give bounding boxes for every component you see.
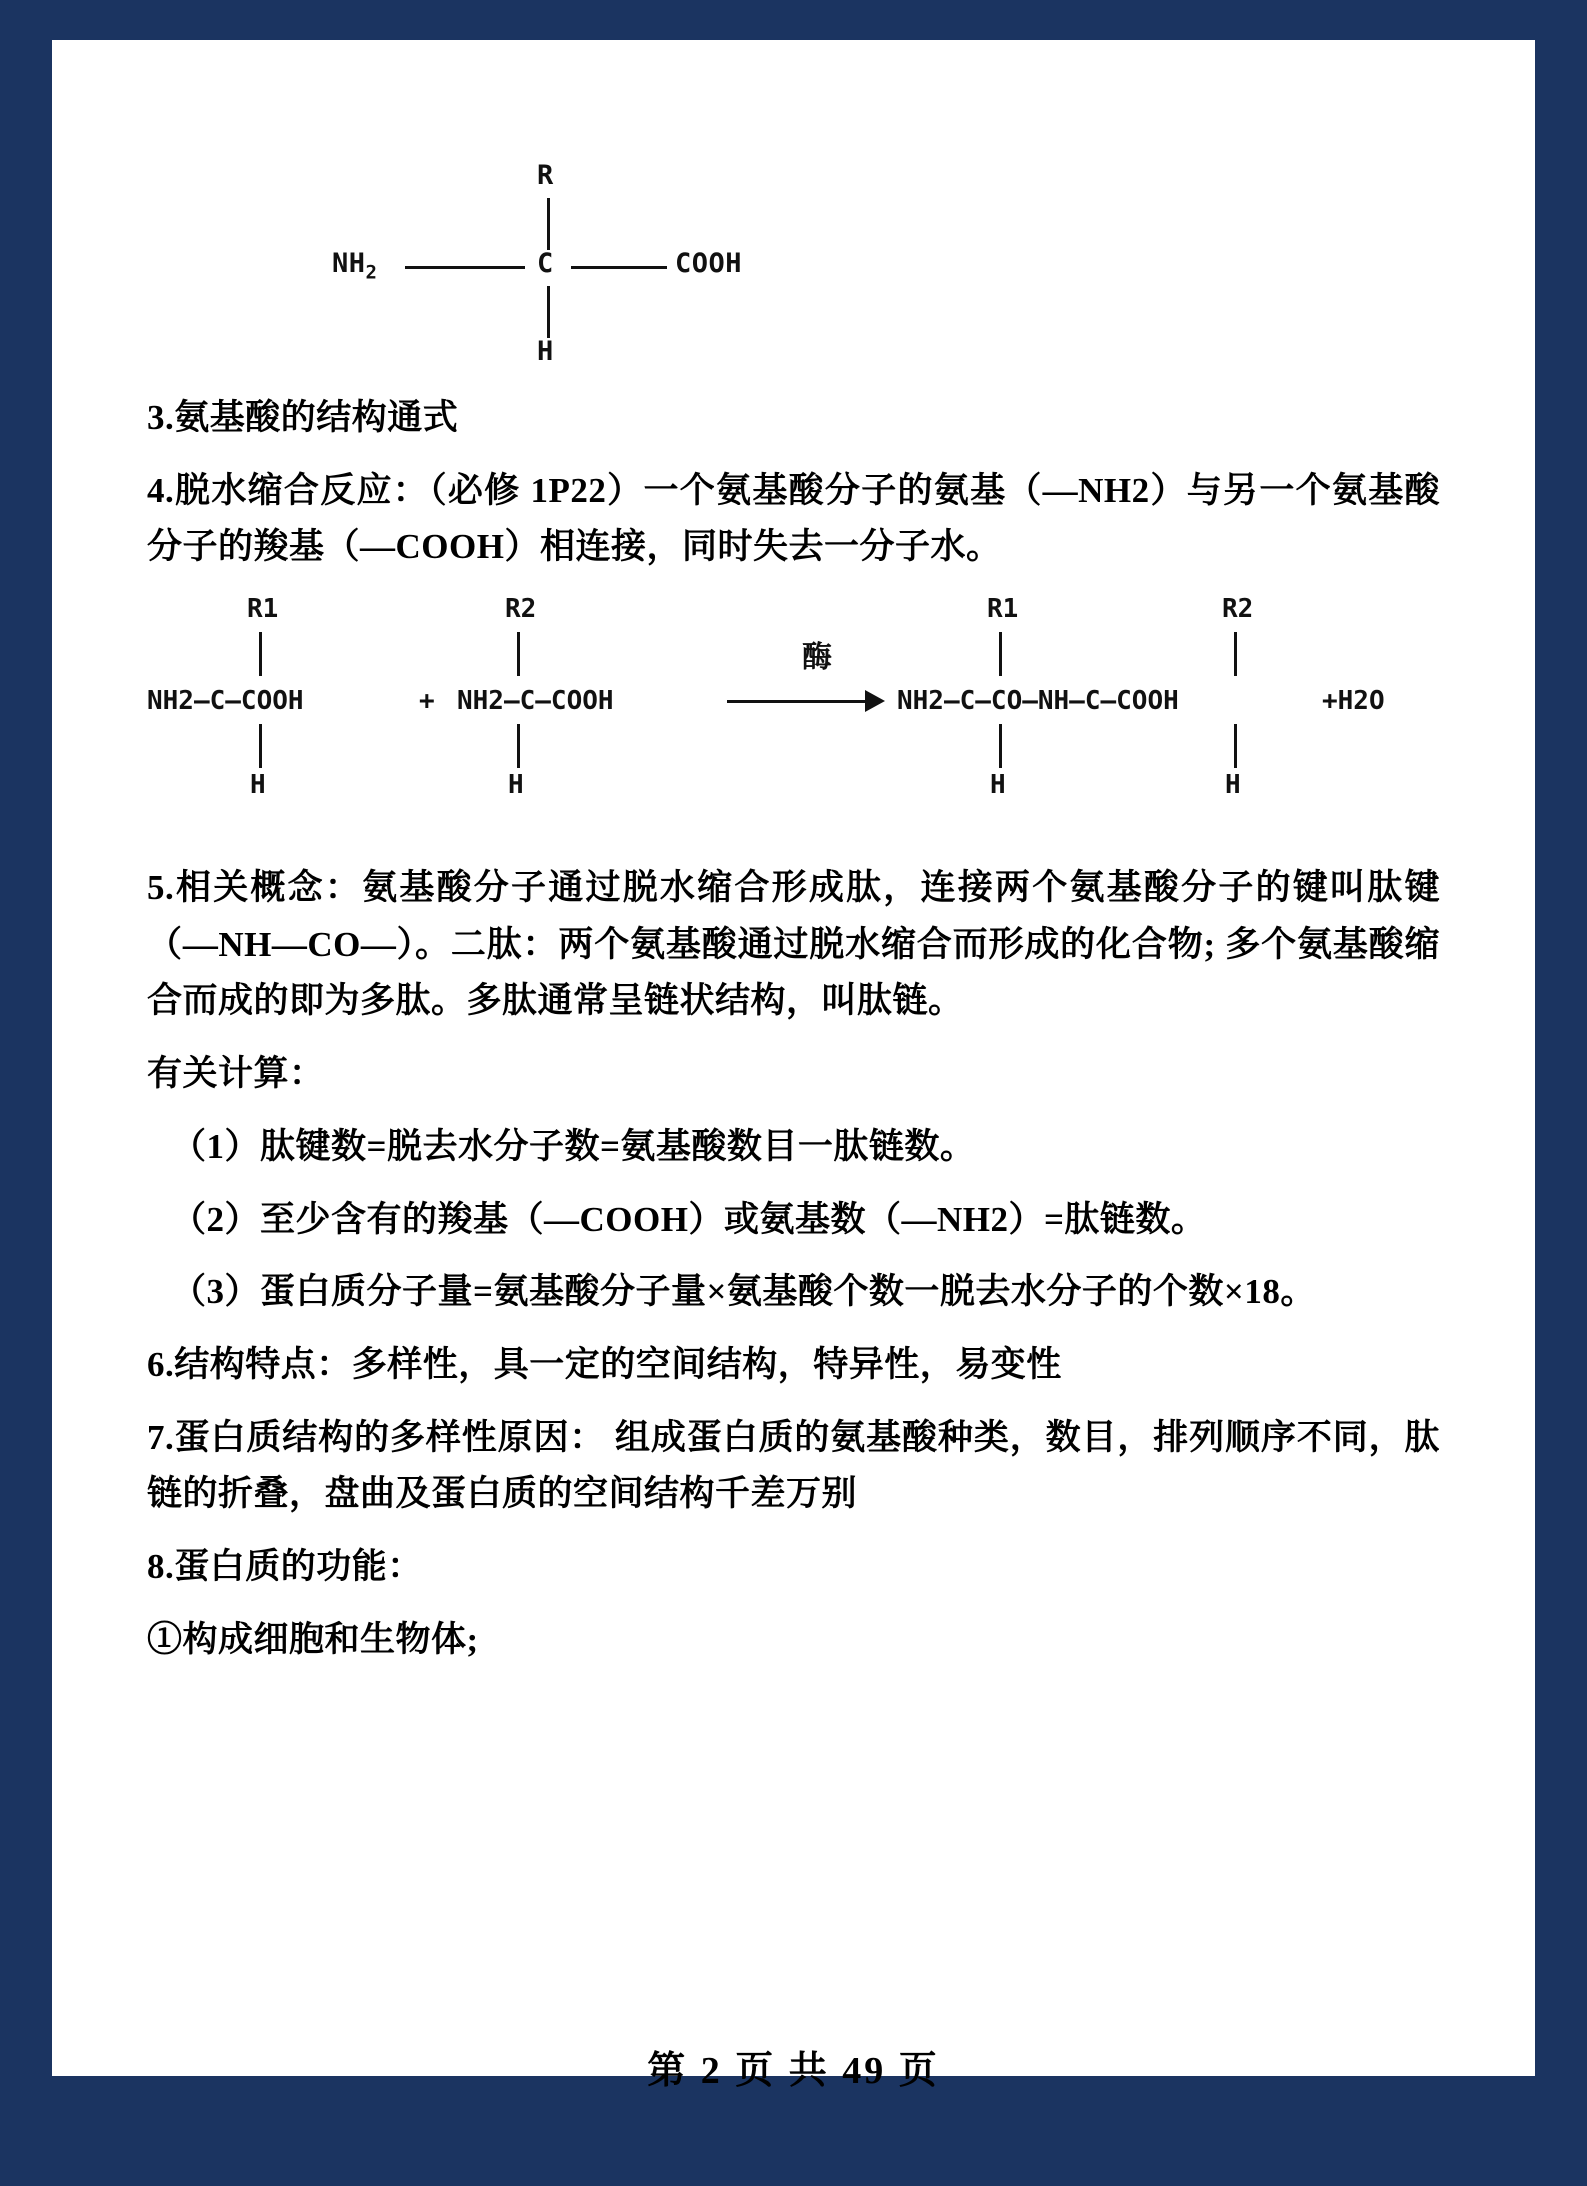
bond-horizontal-left xyxy=(405,266,525,269)
paragraph-item-8: 8.蛋白质的功能： xyxy=(147,1546,423,1586)
paragraph-item-3: 3.氨基酸的结构通式 xyxy=(147,398,459,437)
paragraph-item-8-1: ①构成细胞和生物体; xyxy=(147,1619,479,1659)
paragraph-calc-2: （2）至少含有的羧基（—COOH）或氨基数（—NH2）=肽链数。 xyxy=(171,1199,1207,1239)
bond-vertical-bottom xyxy=(547,286,550,338)
figure2-label-h-4: H xyxy=(1225,770,1241,801)
figure-label-c: C xyxy=(537,248,554,279)
figure2-label-r2-right: R2 xyxy=(1222,594,1254,625)
figure2-bond-up-4 xyxy=(1234,632,1237,676)
paragraph-calc-1: （1）肽键数=脱去水分子数=氨基酸数目一肽链数。 xyxy=(171,1126,976,1166)
bond-horizontal-right xyxy=(571,266,667,269)
document-page xyxy=(52,40,1535,2092)
figure2-water: +H2O xyxy=(1322,686,1385,717)
figure2-label-r1-right: R1 xyxy=(987,594,1019,625)
figure2-label-enzyme: 酶 xyxy=(802,641,832,675)
figure2-plus-sign: + xyxy=(419,686,435,717)
figure2-product: NH2—C—CO—NH—C—COOH xyxy=(897,686,1179,717)
figure2-reaction-arrow-line xyxy=(727,700,867,703)
dehydration-condensation-figure xyxy=(147,594,1440,844)
figure-label-nh2: $NH_2$ xyxy=(332,248,378,284)
figure-label-r: R xyxy=(537,160,554,191)
amino-acid-structure-figure xyxy=(147,150,1440,390)
figure2-bond-down-4 xyxy=(1234,724,1237,768)
figure2-bond-down-2 xyxy=(517,724,520,768)
figure2-bond-up-1 xyxy=(259,632,262,676)
figure2-label-h-1: H xyxy=(250,770,266,801)
page-content xyxy=(52,150,1535,2186)
paragraph-item-7: 7.蛋白质结构的多样性原因： 组成蛋白质的氨基酸种类，数目，排列顺序不同，肽链的折叠，盘曲及蛋白质的空间结构千差万别 xyxy=(147,1417,1440,1514)
paragraph-calc-3: （3）蛋白质分子量=氨基酸分子量×氨基酸个数一脱去水分子的个数×18。 xyxy=(171,1272,1316,1312)
paragraph-calc-title: 有关计算： xyxy=(147,1054,325,1094)
figure2-label-h-2: H xyxy=(508,770,524,801)
figure2-reaction-arrow-head xyxy=(865,690,885,712)
figure-label-h: H xyxy=(537,336,554,367)
figure2-reactant-2: NH2—C—COOH xyxy=(457,686,614,717)
bond-vertical-top xyxy=(547,198,550,250)
paragraph-item-4: 4.脱水缩合反应：（必修 1P22）一个氨基酸分子的氨基（—NH2）与另一个氨基酸分子的羧基（—COOH）相连接，同时失去一分子水。 xyxy=(147,470,1440,567)
figure2-label-r1-left: R1 xyxy=(247,594,279,625)
paragraph-item-6: 6.结构特点：多样性，具一定的空间结构，特异性，易变性 xyxy=(147,1344,1062,1384)
paragraph-item-5: 5.相关概念：氨基酸分子通过脱水缩合形成肽，连接两个氨基酸分子的键叫肽键（—NH—CO—）。二肽：两个氨基酸通过脱水缩合而形成的化合物; 多个氨基酸缩合而成的即为多肽。多肽通常呈链状结构，叫肽链。 xyxy=(147,868,1440,1021)
figure2-bond-down-3 xyxy=(999,724,1002,768)
figure2-label-r2-left: R2 xyxy=(505,594,537,625)
figure2-bond-down-1 xyxy=(259,724,262,768)
figure2-bond-up-3 xyxy=(999,632,1002,676)
figure2-reactant-1: NH2—C—COOH xyxy=(147,686,304,717)
figure2-bond-up-2 xyxy=(517,632,520,676)
page-footer: 第 2 页 共 49 页 xyxy=(647,2050,940,2092)
figure2-label-h-3: H xyxy=(990,770,1006,801)
figure-label-cooh: COOH xyxy=(675,248,743,279)
